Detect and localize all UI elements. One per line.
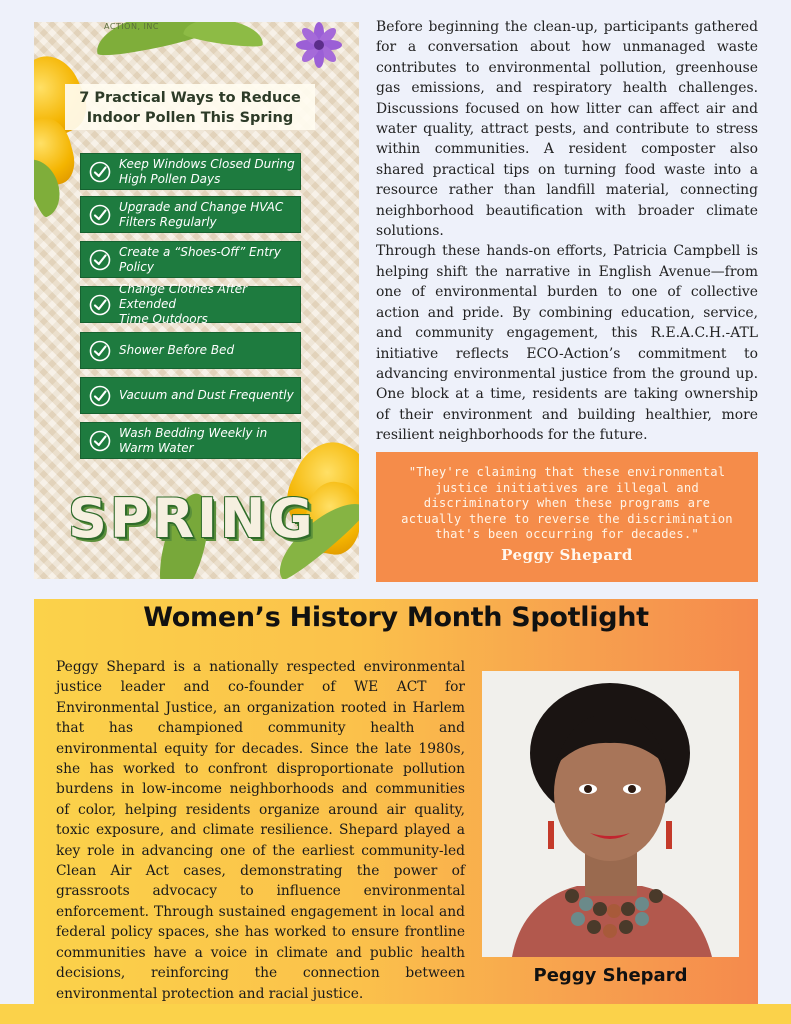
checkmark-icon [89,294,111,316]
tip-label [119,343,234,358]
spotlight-section [34,599,758,1024]
tip-label-line: Create a “Shoes-Off” Entry [119,244,281,259]
section-title: Women’s History Month Spotlight [143,602,649,633]
article-paragraph: Through these hands-on efforts, Patricia Campbell is helping shift the narrative in English Avenue—from one of environmental burden to one of collective action and pride. By combining education, service, and community engagement, this R.E.A.C.H.-ATL initiative reflects ECO-Action’s commitment to advancing environmental justice from the ground up. One block at a time, residents are taking ownership of their environment and building healthier, more resilient neighborhoods for the future. [376,243,758,444]
quote-text: "They're claiming that these environmental justice initiatives are illegal and discriminatory when these programs are actually there to reverse the discrimination that's been occurring for decades." [401,465,733,541]
quote-author: Peggy Shepard [501,545,633,564]
spring-word-art: SPRING [68,487,316,550]
tip-label-line: Keep Windows Closed During [119,156,295,171]
checkmark-icon [89,161,111,183]
flower-icon [296,22,342,68]
tip-label-line: High Pollen Days [119,171,221,186]
tip-label [119,157,295,187]
tip-label [119,388,294,403]
tip-label [119,282,300,327]
poster-title-line: Indoor Pollen This Spring [86,110,294,126]
tip-label [119,426,267,456]
bio-text: Peggy Shepard is a nationally respected environmental justice leader and co-founder of WE ACT for Environmental Justice, an organization rooted in Harlem that has championed community health and environmental equity for decades. Since the late 1980s, she has worked to confront disproportionate pollution burdens in low-income neighborhoods and communities of color, helping residents organize around air quality, toxic exposure, and climate resilience. Shepard played a key role in advancing one of the earliest community-led Clean Air Act cases, demonstrating the power of grassroots advocacy to influence environmental enforcement. Through sustained engagement in local and federal policy spaces, she has worked to ensure frontline communities have a voice in climate and public health decisions, reinforcing the connection between environmental protection and racial justice. [56,659,465,1002]
tip-item [80,332,301,369]
tip-item [80,377,301,414]
tip-label-line: Wash Bedding Weekly in [119,425,268,440]
portrait-caption: Peggy Shepard [533,965,688,986]
quote-box [376,452,758,582]
checkmark-icon [89,430,111,452]
tip-item [80,241,301,278]
tip-item [80,153,301,190]
checkmark-icon [89,204,111,226]
portrait-illustration [482,671,739,957]
tip-label-line: Time Outdoors [119,312,208,326]
brand-text: ACTION, INC [104,22,159,31]
tip-label-line: Warm Water [119,440,194,455]
checkmark-icon [89,249,111,271]
tip-label-line: Shower Before Bed [119,343,235,357]
tip-label [119,200,283,230]
article-text [376,17,758,446]
tip-label-line: Vacuum and Dust Frequently [119,388,294,402]
tip-item [80,422,301,459]
article-paragraph: Before beginning the clean-up, participants gathered for a conversation about how unmanaged waste contributes to environmental pollution, greenhouse gas emissions, and respiratory health challenges. Discussions focused on how litter can affect air and water quality, attract pests, and contribute to stress within communities. A resident composter also shared practical tips on turning food waste into a resource rather than landfill material, connecting neighborhood beautification with broader climate solutions. [376,19,758,240]
tip-label-line: Upgrade and Change HVAC [119,199,284,214]
poster-title [65,84,315,130]
checkmark-icon [89,385,111,407]
tip-label-line: Policy [119,259,154,274]
tip-label-line: Filters Regularly [119,214,217,229]
tip-item [80,196,301,233]
pollen-tips-poster [34,22,359,579]
checkmark-icon [89,340,111,362]
poster-title-line: 7 Practical Ways to Reduce [79,90,301,106]
bottom-strip [0,1004,791,1024]
portrait-photo [482,671,739,957]
tip-item [80,282,301,326]
tip-label [119,245,281,275]
tip-label-line: Change Clothes After Extended [119,282,248,311]
